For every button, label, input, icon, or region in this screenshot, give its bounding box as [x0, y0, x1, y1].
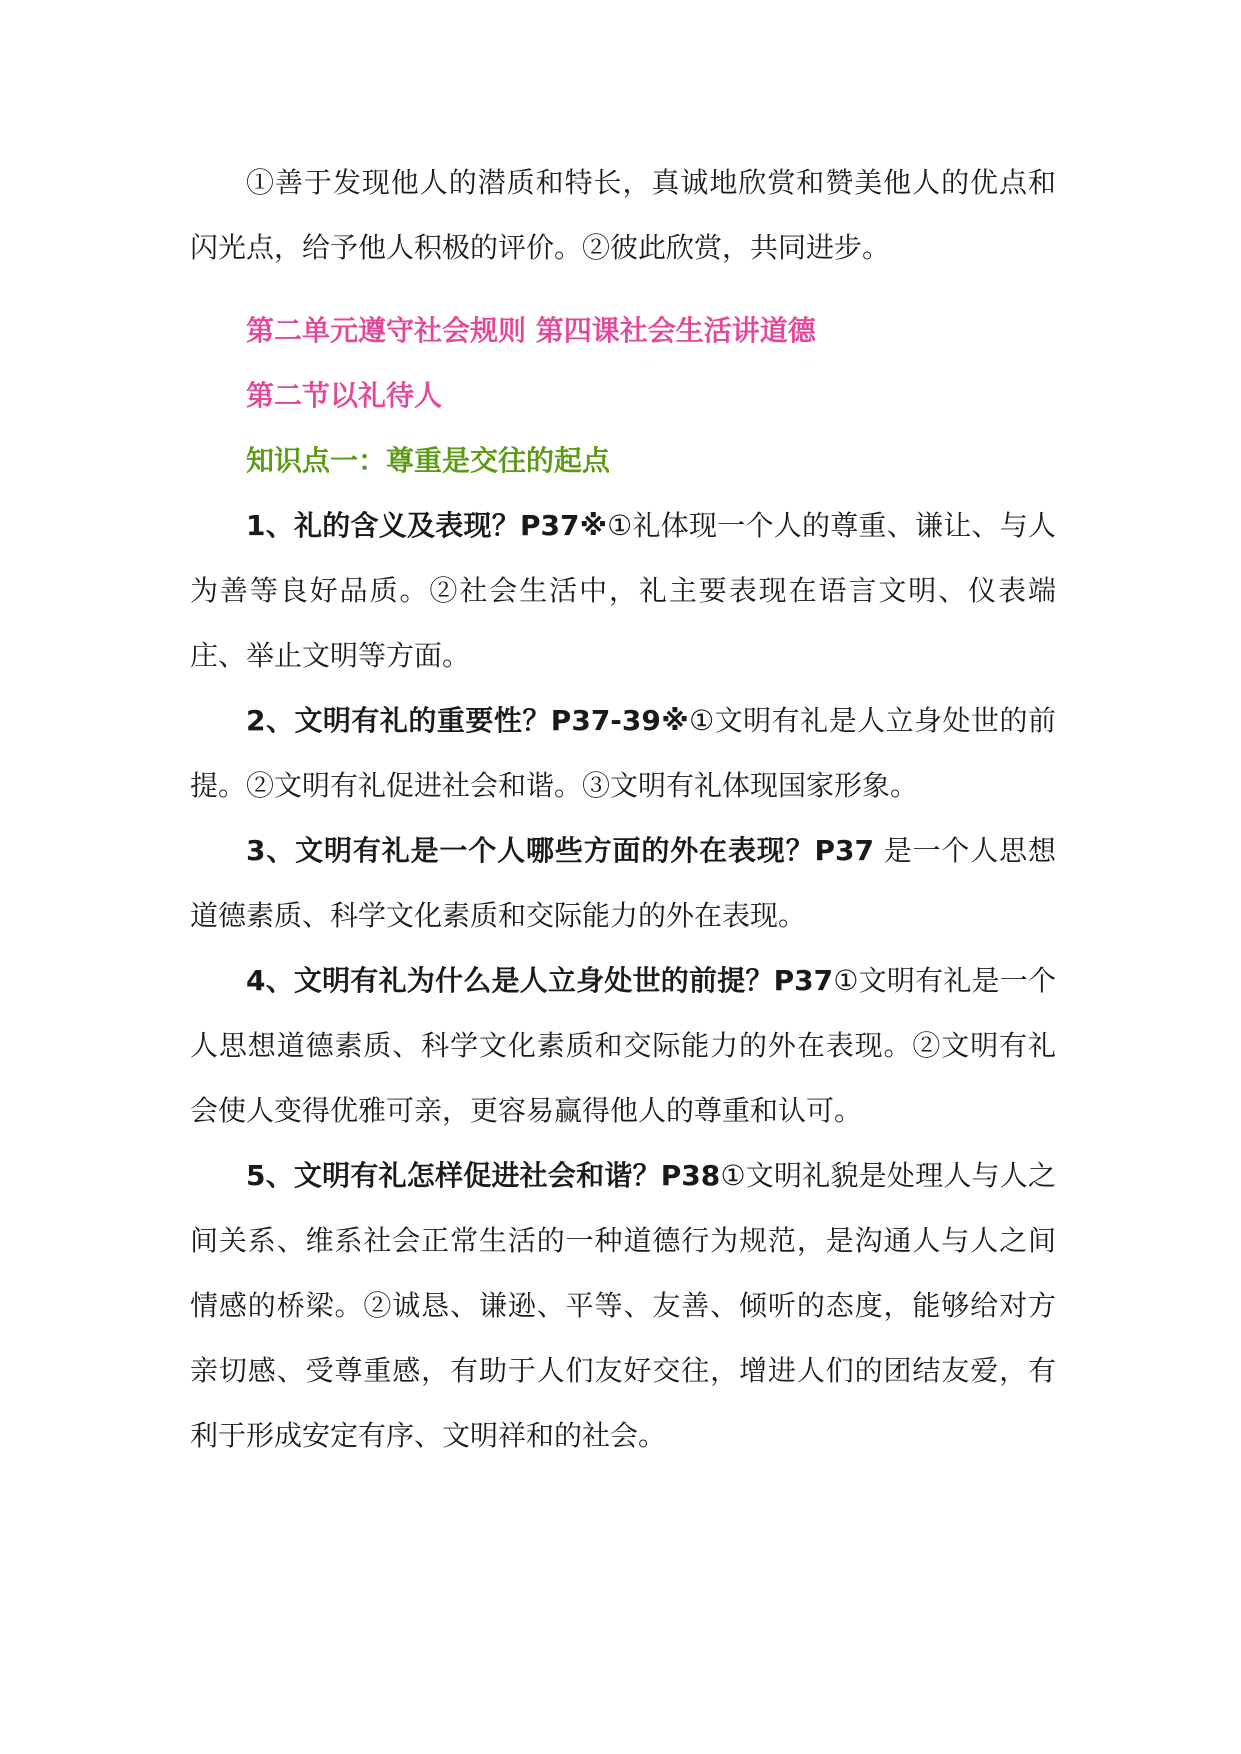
question-5: 5、文明有礼怎样促进社会和谐？P38: [246, 1159, 721, 1192]
answer-5: ①文明礼貌是处理人与人之间关系、维系社会正常生活的一种道德行为规范，是沟通人与人之间情感的桥梁。②诚恳、谦逊、平等、友善、倾听的态度，能够给对方亲切感、受尊重感，有助于人们友好交往，增进人们的团结友爱，有利于形成安定有序、文明祥和的社会。: [190, 1159, 1056, 1452]
intro-paragraph: ①善于发现他人的潜质和特长，真诚地欣赏和赞美他人的优点和闪光点，给予他人积极的评价。②彼此欣赏，共同进步。: [190, 166, 1056, 264]
qa-item-3: [190, 818, 1056, 948]
answer-2: ①文明有礼是人立身处世的前提。②文明有礼促进社会和谐。③文明有礼体现国家形象。: [190, 704, 1056, 802]
answer-4: ①文明有礼是一个人思想道德素质、科学文化素质和交际能力的外在表现。②文明有礼会使人变得优雅可亲，更容易赢得他人的尊重和认可。: [190, 964, 1056, 1127]
section-heading: 第二节以礼待人: [246, 379, 443, 412]
unit-heading: 第二单元遵守社会规则 第四课社会生活讲道德: [246, 314, 816, 347]
question-2: 2、文明有礼的重要性？P37-39※: [246, 704, 690, 737]
qa-item-2: [190, 688, 1056, 818]
question-3: 3、文明有礼是一个人哪些方面的外在表现？P37: [246, 834, 874, 867]
document-page: [190, 150, 1056, 1468]
answer-1: ①礼体现一个人的尊重、谦让、与人为善等良好品质。②社会生活中，礼主要表现在语言文明、仪表端庄、举止文明等方面。: [190, 509, 1056, 672]
qa-item-1: [190, 493, 1056, 688]
question-1: 1、礼的含义及表现？P37※: [246, 509, 608, 542]
qa-item-4: [190, 948, 1056, 1143]
knowledge-point-heading: 知识点一：尊重是交往的起点: [246, 444, 611, 477]
answer-3: 是一个人思想道德素质、科学文化素质和交际能力的外在表现。: [190, 834, 1056, 932]
question-4: 4、文明有礼为什么是人立身处世的前提？P37: [246, 964, 834, 997]
qa-item-5: [190, 1143, 1056, 1468]
